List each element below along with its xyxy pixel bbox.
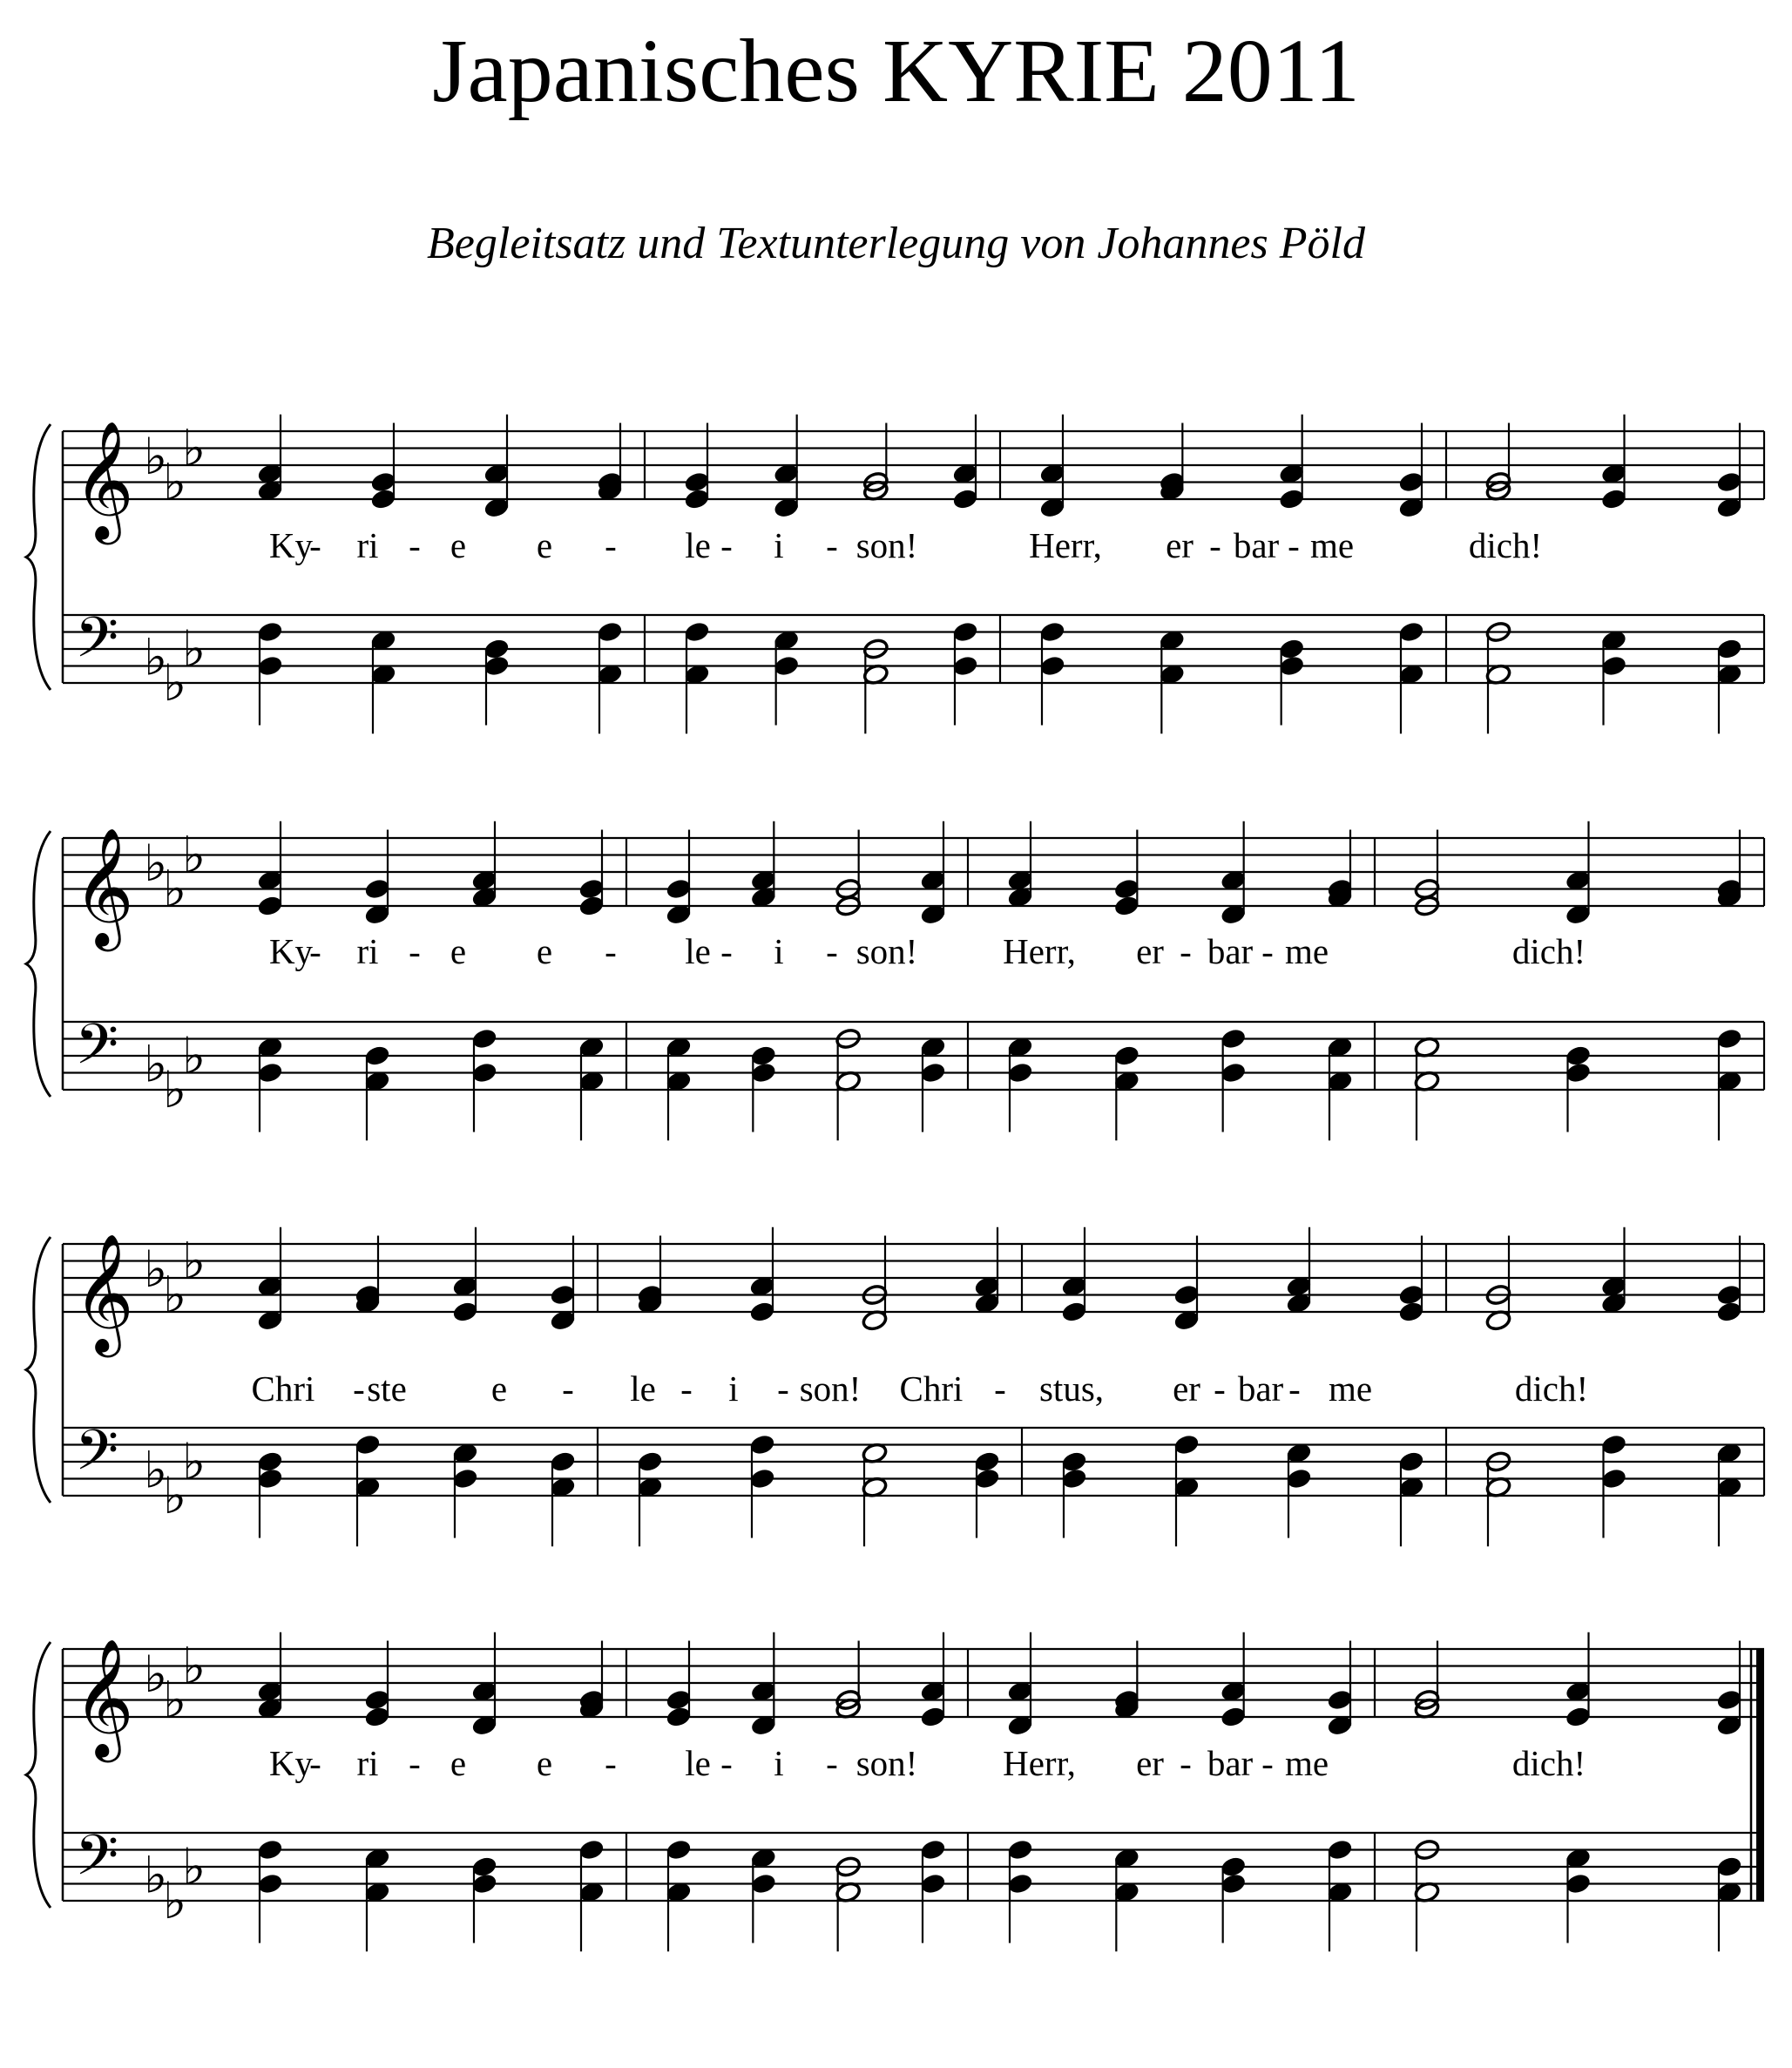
note-head (257, 1839, 284, 1862)
note-head (257, 1062, 284, 1085)
bass-clef-icon: 𝄢 (75, 1823, 119, 1902)
note-head (1565, 1706, 1592, 1728)
key-flat-icon: ♭ (163, 1059, 187, 1119)
lyric-syllable: me (1284, 931, 1329, 971)
note-head (471, 1062, 498, 1085)
note-head (578, 1839, 605, 1862)
lyric-syllable: Herr, (1003, 931, 1076, 971)
lyric-syllable: e (536, 931, 553, 971)
note-head (484, 638, 511, 660)
final-barline-thick (1756, 1649, 1764, 1901)
note-head (355, 1434, 382, 1456)
note-head (1600, 488, 1627, 510)
note-head (1565, 1044, 1592, 1067)
lyric-syllable: er (1173, 1369, 1200, 1409)
note-head (1716, 471, 1743, 494)
treble-clef-icon: 𝄞 (73, 1232, 134, 1352)
key-flat-icon: ♭ (144, 1240, 168, 1299)
key-flat-icon: ♭ (144, 1034, 168, 1094)
note-head (920, 1062, 947, 1085)
page-subtitle: Begleitsatz und Textunterlegung von Johannes Pöld (427, 219, 1365, 268)
note-head (974, 1468, 1001, 1490)
lyric-syllable: - (309, 525, 321, 565)
key-flat-icon: ♭ (182, 1431, 206, 1491)
lyric-syllable: - (1288, 1369, 1301, 1409)
lyric-syllable: me (1284, 1743, 1329, 1783)
note-head (1716, 1028, 1743, 1051)
note-head (1565, 1062, 1592, 1085)
key-flat-icon: ♭ (144, 834, 168, 893)
note-head (666, 878, 693, 901)
note-head (952, 621, 979, 644)
lyric-syllable: i (728, 1369, 739, 1409)
key-flat-icon: ♭ (163, 1465, 187, 1525)
note-head (920, 1873, 947, 1896)
note-head (666, 1689, 693, 1712)
note-head (1061, 1468, 1088, 1490)
key-flat-icon: ♭ (163, 1265, 187, 1325)
page-title: Japanisches KYRIE 2011 (432, 21, 1360, 121)
lyric-syllable: ri (356, 1743, 379, 1783)
lyric-syllable: Chri (251, 1369, 315, 1409)
note-head (750, 1873, 777, 1896)
note-head (1113, 878, 1140, 901)
note-head (1565, 1873, 1592, 1896)
lyric-syllable: ste (367, 1369, 407, 1409)
lyric-syllable: - (826, 1743, 838, 1783)
lyric-syllable: - (1180, 931, 1192, 971)
note-head (257, 1450, 284, 1473)
note-head (684, 471, 711, 494)
note-head (471, 1855, 498, 1878)
note-head (1600, 655, 1627, 678)
note-head (1398, 1284, 1425, 1307)
note-head (578, 878, 605, 901)
note-head (1007, 1839, 1034, 1862)
lyric-syllable: e (450, 1743, 467, 1783)
lyric-syllable: bar (1233, 525, 1280, 565)
lyric-syllable: e (450, 525, 467, 565)
lyric-syllable: me (1328, 1369, 1373, 1409)
brace-bracket (26, 424, 51, 690)
key-flat-icon: ♭ (144, 627, 168, 687)
note-head (1398, 1301, 1425, 1323)
note-head (1007, 1873, 1034, 1896)
lyric-syllable: - (309, 1743, 321, 1783)
note-head (952, 655, 979, 678)
lyric-syllable: - (826, 931, 838, 971)
note-head (750, 1044, 777, 1067)
key-flat-icon: ♭ (182, 1025, 206, 1085)
lyric-syllable: me (1309, 525, 1355, 565)
note-head (452, 1468, 479, 1490)
note-head (370, 471, 397, 494)
note-head (1173, 1434, 1200, 1456)
brace-bracket (26, 1237, 51, 1503)
note-head (1278, 655, 1305, 678)
lyric-syllable: Herr, (1029, 525, 1102, 565)
lyric-syllable: le (685, 525, 711, 565)
lyric-syllable: le (685, 1743, 711, 1783)
lyric-syllable: stus, (1038, 1369, 1105, 1409)
note-head (1327, 1689, 1354, 1712)
lyric-syllable: - (353, 1369, 365, 1409)
lyric-syllable: Ky (268, 931, 314, 971)
note-head (920, 1706, 947, 1728)
note-head (1039, 621, 1066, 644)
note-head (1716, 1284, 1743, 1307)
lyric-syllable: Ky (268, 525, 314, 565)
lyric-syllable: - (1288, 525, 1300, 565)
note-head (364, 1706, 391, 1728)
lyric-syllable: - (1261, 1743, 1274, 1783)
note-head (1113, 895, 1140, 917)
lyric-syllable: i (774, 931, 784, 971)
bass-clef-icon: 𝄢 (75, 1012, 119, 1091)
lyric-syllable: - (409, 525, 421, 565)
lyric-syllable: Herr, (1003, 1743, 1076, 1783)
note-head (1716, 1689, 1743, 1712)
note-head (1716, 1855, 1743, 1878)
lyric-syllable: - (1209, 525, 1221, 565)
note-head (750, 1062, 777, 1085)
key-flat-icon: ♭ (163, 452, 187, 512)
note-head (684, 621, 711, 644)
lyric-syllable: son! (855, 525, 918, 565)
lyric-syllable: - (826, 525, 838, 565)
note-head (471, 1873, 498, 1896)
lyric-syllable: bar (1207, 931, 1254, 971)
treble-clef-icon: 𝄞 (73, 419, 134, 539)
lyric-syllable: i (774, 525, 784, 565)
note-head (364, 1689, 391, 1712)
lyric-syllable: - (720, 931, 733, 971)
note-head (484, 655, 511, 678)
lyric-syllable: e (490, 1369, 508, 1409)
note-head (1600, 1434, 1627, 1456)
bass-clef-icon: 𝄢 (75, 1418, 119, 1497)
lyric-syllable: le (630, 1369, 656, 1409)
note-head (471, 1028, 498, 1051)
key-flat-icon: ♭ (182, 418, 206, 478)
lyric-syllable: bar (1207, 1743, 1254, 1783)
note-head (550, 1450, 577, 1473)
note-head (952, 488, 979, 510)
note-head (1220, 1855, 1247, 1878)
bass-clef-icon: 𝄢 (75, 605, 119, 685)
note-head (1278, 638, 1305, 660)
key-flat-icon: ♭ (182, 825, 206, 885)
note-head (1220, 1062, 1247, 1085)
note-head (578, 895, 605, 917)
note-head (370, 488, 397, 510)
note-head (364, 878, 391, 901)
key-flat-icon: ♭ (144, 427, 168, 486)
note-head (597, 621, 624, 644)
lyric-syllable: dich! (1514, 1369, 1589, 1409)
note-head (1039, 655, 1066, 678)
lyric-syllable: ri (356, 931, 379, 971)
lyric-syllable: e (450, 931, 467, 971)
lyric-syllable: - (994, 1369, 1006, 1409)
note-head (920, 1839, 947, 1862)
key-flat-icon: ♭ (182, 1836, 206, 1896)
note-head (452, 1301, 479, 1323)
note-head (1278, 488, 1305, 510)
note-head (364, 1044, 391, 1067)
note-head (1716, 638, 1743, 660)
key-flat-icon: ♭ (163, 652, 187, 713)
note-head (1061, 1450, 1088, 1473)
lyric-syllable: son! (799, 1369, 862, 1409)
note-head (666, 1839, 693, 1862)
note-head (257, 621, 284, 644)
key-flat-icon: ♭ (144, 1645, 168, 1704)
brace-bracket (26, 831, 51, 1097)
lyric-syllable: ri (356, 525, 379, 565)
key-flat-icon: ♭ (163, 1870, 187, 1930)
lyric-syllable: - (605, 931, 617, 971)
lyric-syllable: - (777, 1369, 789, 1409)
lyric-syllable: - (1214, 1369, 1226, 1409)
note-head (1600, 1468, 1627, 1490)
key-flat-icon: ♭ (144, 1440, 168, 1500)
lyric-syllable: - (720, 1743, 733, 1783)
lyric-syllable: - (605, 525, 617, 565)
note-head (666, 1706, 693, 1728)
note-head (1113, 1044, 1140, 1067)
note-head (1220, 1028, 1247, 1051)
lyric-syllable: - (562, 1369, 574, 1409)
lyric-syllable: - (409, 931, 421, 971)
lyric-syllable: - (1261, 931, 1274, 971)
key-flat-icon: ♭ (182, 1636, 206, 1696)
lyric-syllable: e (536, 1743, 553, 1783)
key-flat-icon: ♭ (182, 618, 206, 679)
note-head (749, 1434, 776, 1456)
note-head (257, 1468, 284, 1490)
note-head (637, 1450, 664, 1473)
treble-clef-icon: 𝄞 (73, 1637, 134, 1757)
lyric-syllable: Chri (899, 1369, 964, 1409)
lyric-syllable: er (1136, 1743, 1164, 1783)
lyric-syllable: Ky (268, 1743, 314, 1783)
note-head (1327, 1839, 1354, 1862)
lyric-syllable: - (720, 525, 733, 565)
lyric-syllable: - (1180, 1743, 1192, 1783)
key-flat-icon: ♭ (163, 859, 187, 919)
note-head (749, 1301, 776, 1323)
key-flat-icon: ♭ (163, 1670, 187, 1730)
key-flat-icon: ♭ (182, 1231, 206, 1291)
note-head (257, 1873, 284, 1896)
note-head (257, 655, 284, 678)
note-head (257, 895, 284, 917)
note-head (1220, 1706, 1247, 1728)
key-flat-icon: ♭ (144, 1845, 168, 1905)
lyric-syllable: e (536, 525, 553, 565)
lyric-syllable: - (309, 931, 321, 971)
note-head (974, 1450, 1001, 1473)
note-head (1220, 1873, 1247, 1896)
note-head (1286, 1468, 1313, 1490)
note-head (1398, 621, 1425, 644)
brace-bracket (26, 1642, 51, 1908)
note-head (684, 488, 711, 510)
lyric-syllable: bar (1237, 1369, 1284, 1409)
lyric-syllable: er (1136, 931, 1164, 971)
note-head (1173, 1284, 1200, 1307)
lyric-syllable: - (680, 1369, 693, 1409)
treble-clef-icon: 𝄞 (73, 826, 134, 946)
lyric-syllable: son! (855, 931, 918, 971)
note-head (1007, 1062, 1034, 1085)
lyric-syllable: - (409, 1743, 421, 1783)
note-head (749, 1468, 776, 1490)
note-head (773, 655, 800, 678)
note-head (1398, 1450, 1425, 1473)
lyric-syllable: son! (855, 1743, 918, 1783)
lyric-syllable: i (774, 1743, 784, 1783)
lyric-syllable: dich! (1468, 525, 1543, 565)
note-head (1398, 471, 1425, 494)
note-head (1061, 1301, 1088, 1323)
lyric-syllable: le (685, 931, 711, 971)
lyric-syllable: dich! (1511, 1743, 1586, 1783)
lyric-syllable: - (605, 1743, 617, 1783)
lyric-syllable: dich! (1511, 931, 1586, 971)
note-head (1716, 1301, 1743, 1323)
note-head (550, 1284, 577, 1307)
lyric-syllable: er (1166, 525, 1194, 565)
